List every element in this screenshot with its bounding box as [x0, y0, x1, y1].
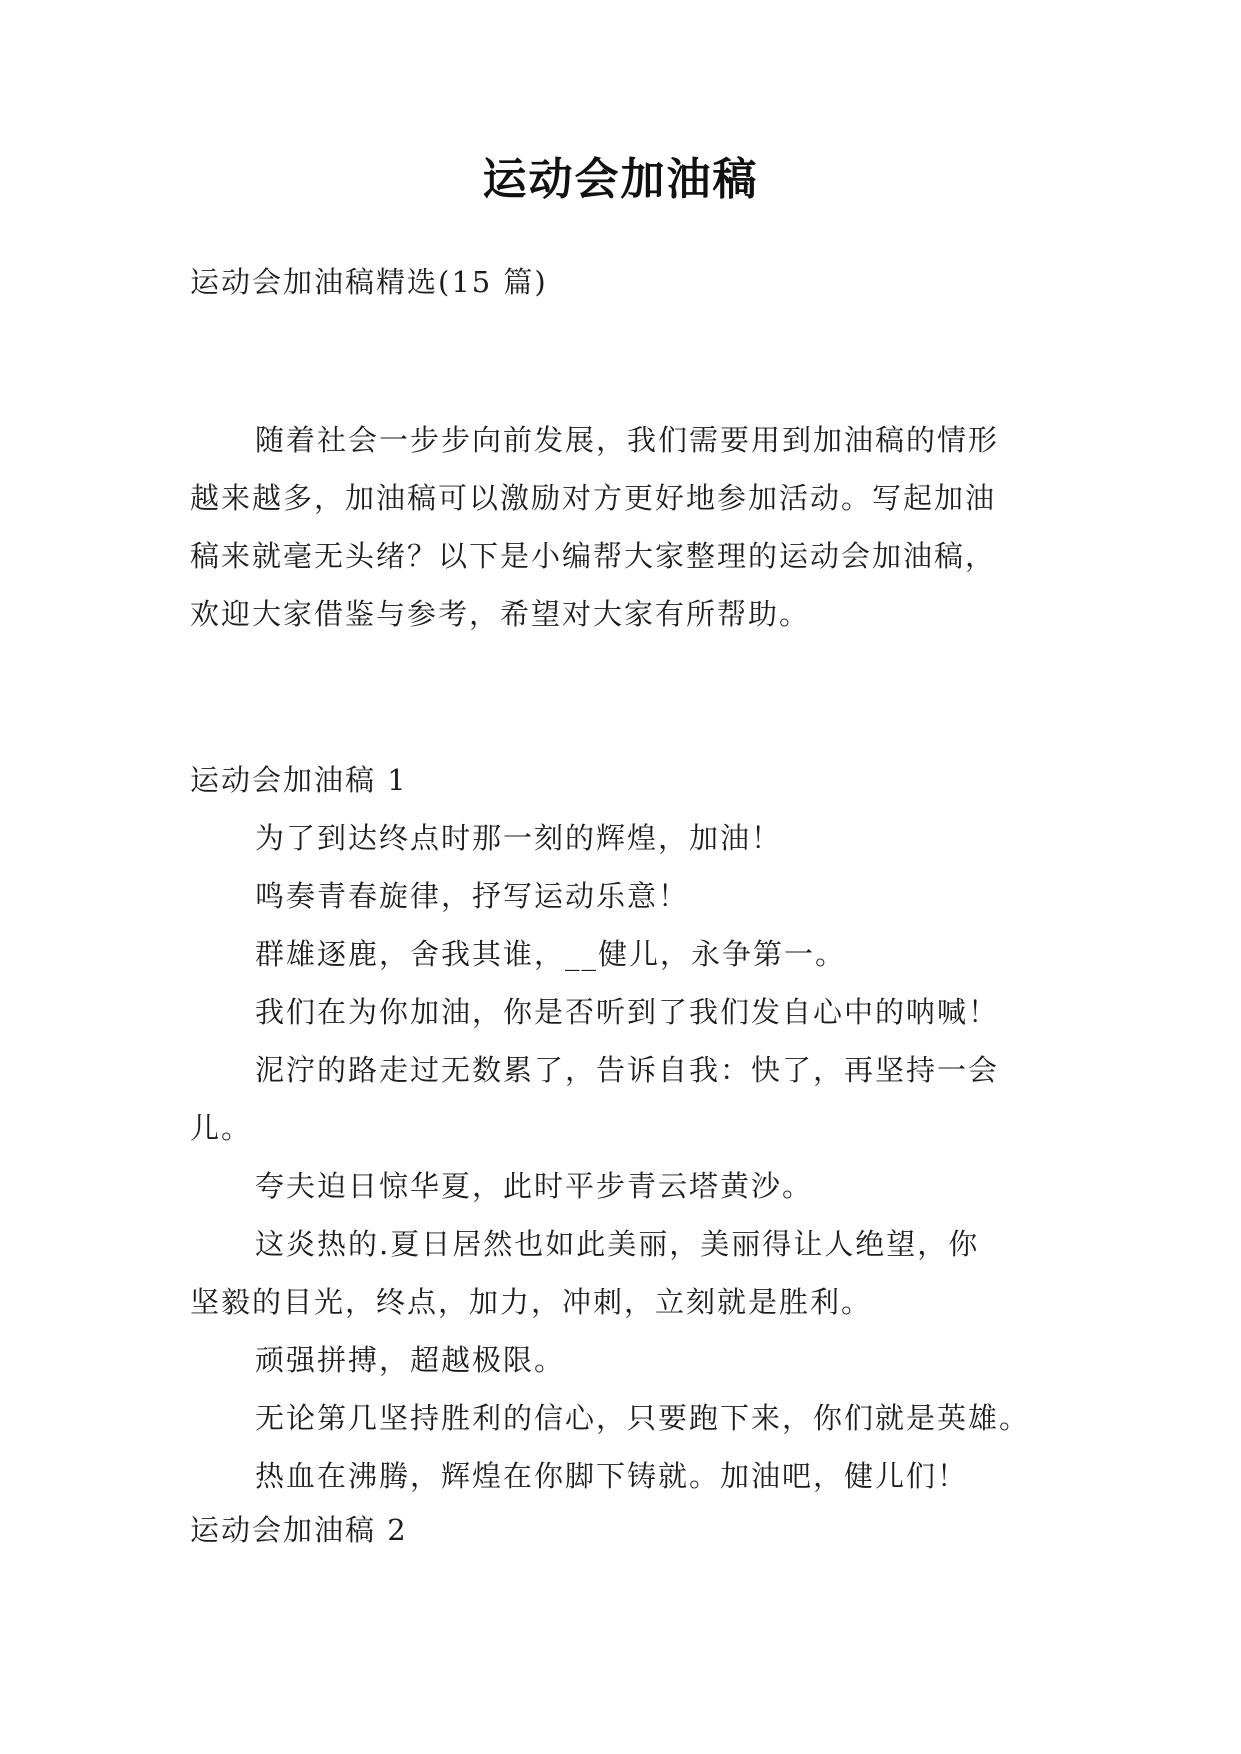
intro-line: 稿来就毫无头绪？以下是小编帮大家整理的运动会加油稿，: [190, 539, 997, 573]
cheer-line: 热血在沸腾，辉煌在你脚下铸就。加油吧，健儿们！: [255, 1459, 969, 1493]
section-heading-1: 运动会加油稿 1: [190, 763, 408, 797]
cheer-line: 儿。: [190, 1111, 253, 1145]
cheer-line: 无论第几坚持胜利的信心，只要跑下来，你们就是英雄。: [255, 1401, 1031, 1435]
cheer-line: 夸夫迫日惊华夏，此时平步青云塔黄沙。: [255, 1169, 814, 1203]
cheer-line: 鸣奏青春旋律，抒写运动乐意！: [255, 879, 690, 913]
cheer-line: 这炎热的.夏日居然也如此美丽，美丽得让人绝望，你: [255, 1227, 980, 1261]
document-title: 运动会加油稿: [482, 154, 759, 205]
cheer-line: 泥泞的路走过无数累了，告诉自我：快了，再坚持一会: [255, 1053, 1000, 1087]
cheer-line: 坚毅的目光，终点，加力，冲刺，立刻就是胜利。: [190, 1285, 873, 1319]
document-subtitle: 运动会加油稿精选(15 篇): [190, 265, 548, 299]
intro-line: 越来越多，加油稿可以激励对方更好地参加活动。写起加油: [190, 481, 997, 515]
cheer-line: 群雄逐鹿，舍我其谁，__健儿，永争第一。: [255, 937, 847, 971]
cheer-line: 我们在为你加油，你是否听到了我们发自心中的呐喊！: [255, 995, 1000, 1029]
cheer-line: 为了到达终点时那一刻的辉煌，加油！: [255, 821, 783, 855]
intro-line: 欢迎大家借鉴与参考，希望对大家有所帮助。: [190, 597, 811, 631]
cheer-line: 顽强拼搏，超越极限。: [255, 1343, 566, 1377]
section-heading-2: 运动会加油稿 2: [190, 1513, 408, 1547]
intro-line: 随着社会一步步向前发展，我们需要用到加油稿的情形: [255, 423, 1000, 457]
